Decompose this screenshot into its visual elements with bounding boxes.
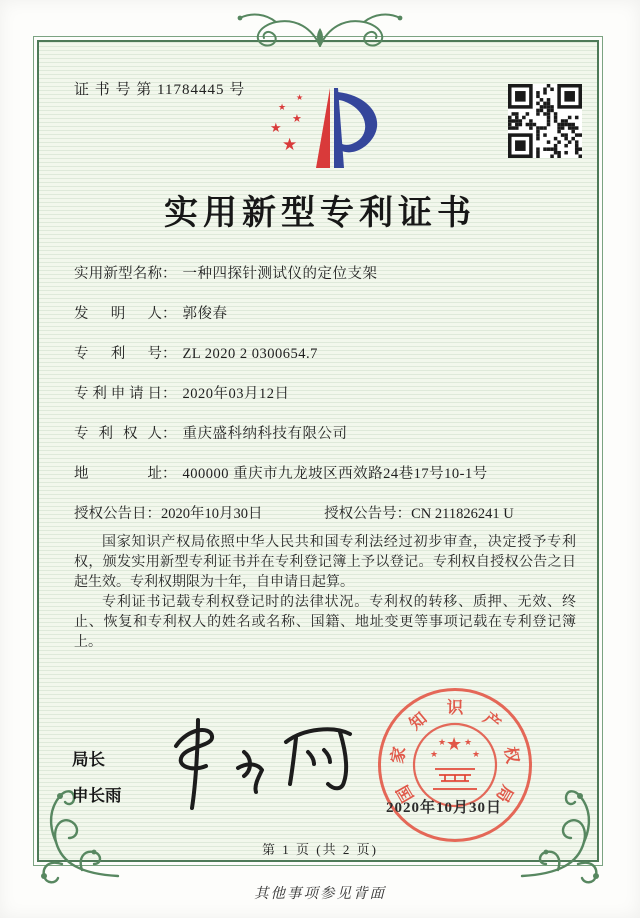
field-row: 实用新型名称： 一种四探针测试仪的定位支架	[74, 262, 574, 302]
logo-star-icon: ★	[282, 135, 298, 154]
seal-ring-char: 局	[492, 781, 518, 806]
seal-ring-char: 家	[387, 745, 410, 765]
field-value: ZL 2020 2 0300654.7	[182, 346, 318, 362]
svg-text:★: ★	[438, 737, 447, 747]
field-row: 地址： 400000 重庆市九龙坡区西效路24巷17号10-1号	[74, 462, 574, 502]
field-label: 专利号	[74, 346, 162, 362]
commissioner-block	[72, 742, 122, 814]
seal-ring-char: 产	[479, 708, 505, 734]
field-label: 发明人	[74, 306, 162, 322]
grant-date-value: 2020年10月30日	[161, 506, 263, 522]
seal-date: 2020年10月30日	[386, 800, 503, 816]
field-value: 一种四探针测试仪的定位支架	[182, 266, 378, 282]
field-value: 郭俊春	[182, 306, 228, 322]
logo-star-icon: ★	[296, 93, 304, 102]
grant-date-label: 授权公告日	[74, 506, 147, 522]
svg-text:★: ★	[472, 749, 481, 759]
field-label: 专利申请日	[74, 386, 162, 402]
official-seal	[378, 688, 532, 842]
field-value: 重庆盛科纳科技有限公司	[182, 426, 348, 442]
grant-row: 授权公告日：2020年10月30日 授权公告号：CN 211826241 U	[74, 506, 514, 522]
cnipa-logo-icon	[258, 80, 398, 178]
svg-text:★: ★	[446, 734, 463, 754]
field-label: 地址	[74, 466, 162, 482]
field-label: 专利权人	[74, 426, 162, 442]
logo-star-icon: ★	[278, 102, 287, 112]
certificate-number: 证 书 号 第 11784445 号	[74, 82, 246, 98]
legal-paragraph: 专利证书记载专利权登记时的法律状况。专利权的转移、质押、无效、终止、恢复和专利权人的姓名或名称、国籍、地址变更等事项记载在专利登记簿上。	[74, 595, 576, 650]
svg-text:★: ★	[464, 737, 473, 747]
field-row: 专利号： ZL 2020 2 0300654.7	[74, 342, 574, 382]
back-side-note: 其他事项参见背面	[254, 886, 386, 902]
field-list	[74, 262, 574, 536]
grant-no-label: 授权公告号	[324, 506, 397, 522]
field-row: 专利申请日： 2020年03月12日	[74, 382, 574, 422]
logo-star-icon: ★	[270, 120, 282, 135]
legal-text	[74, 533, 576, 653]
field-value: 400000 重庆市九龙坡区西效路24巷17号10-1号	[182, 466, 488, 482]
grant-no-value: CN 211826241 U	[411, 506, 514, 522]
page-number: 第 1 页 (共 2 页)	[262, 842, 378, 857]
certificate-title: 实用新型专利证书	[164, 195, 476, 232]
seal-ring-char: 权	[500, 745, 523, 765]
svg-text:★: ★	[430, 749, 439, 759]
field-value: 2020年03月12日	[182, 386, 290, 402]
field-row: 发明人： 郭俊春	[74, 302, 574, 342]
qr-code	[508, 84, 582, 158]
seal-ring-char: 知	[405, 708, 431, 734]
field-label: 实用新型名称	[74, 266, 162, 282]
commissioner-signature	[148, 712, 368, 822]
commissioner-name: 申长雨	[72, 787, 122, 805]
top-flourish-ornament	[212, 6, 428, 58]
bottom-right-flourish-ornament	[514, 772, 618, 888]
legal-paragraph: 国家知识产权局依照中华人民共和国专利法经过初步审查，决定授予专利权，颁发实用新型专利证书并在专利登记簿上予以登记。专利权自授权公告之日起生效。专利权期限为十年，自申请日起算。	[74, 535, 576, 590]
seal-ring-char: 识	[446, 698, 464, 717]
field-row: 专利权人： 重庆盛科纳科技有限公司	[74, 422, 574, 462]
logo-star-icon: ★	[292, 113, 302, 125]
commissioner-title: 局长	[72, 751, 105, 769]
seal-ring-char: 国	[392, 781, 418, 806]
